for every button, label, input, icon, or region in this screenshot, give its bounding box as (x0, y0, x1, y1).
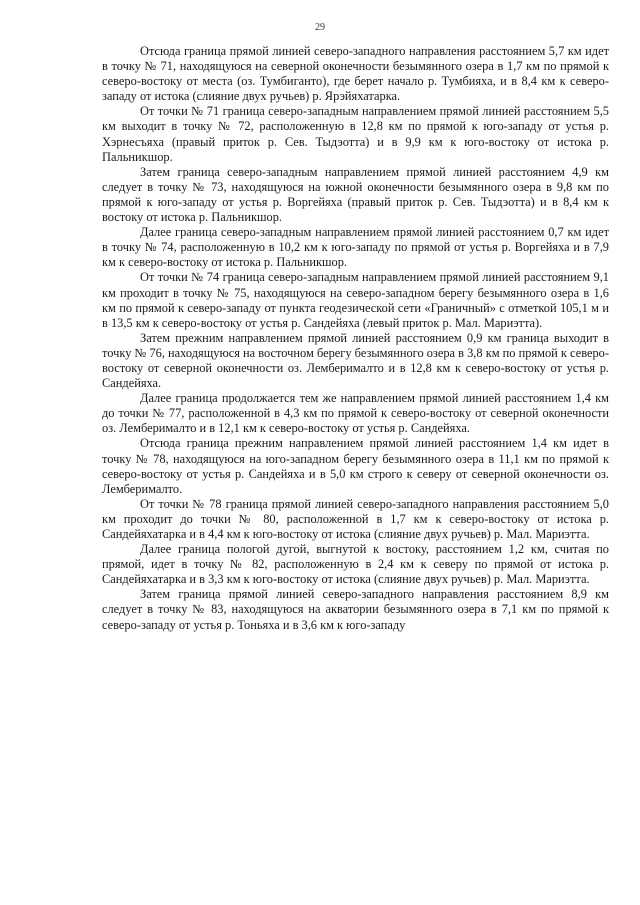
paragraph-point-75: От точки № 74 граница северо-западным направлением прямой линией расстоянием 9,1 км проходит в точку № 75, находящуюся на северо-западном берегу безымянного озера в 1,6 км по прямой к северо-западу от пункта геодезической сети «Граничный» с отметкой 105,1 м и в 13,5 км к северо-востоку от устья р. Сандейяха (левый приток р. Мал. Мариэтта). (102, 270, 609, 330)
page-number: 29 (315, 22, 325, 33)
document-body (102, 44, 609, 633)
paragraph-point-82: Далее граница пологой дугой, выгнутой к востоку, расстоянием 1,2 км, считая по прямой, идет в точку № 82, расположенную в 2,4 км к северу по прямой от истока р. Сандейяхатарка и в 3,3 км к юго-востоку от истока (слияние двух ручьев) р. Мал. Мариэтта. (102, 542, 609, 587)
paragraph-point-71: Отсюда граница прямой линией северо-западного направления расстоянием 5,7 км идет в точку № 71, находящуюся на северной оконечности безымянного озера в 1,7 км по прямой к северо-востоку от места (оз. Тумбиганто), где берет начало р. Тумбияха, и в 8,4 км к северо-западу от истока (слияние двух ручьев) р. Ярэйяхатарка. (102, 44, 609, 104)
paragraph-point-77: Далее граница продолжается тем же направлением прямой линией расстоянием 1,4 км до точки № 77, расположенной в 4,3 км по прямой к северо-востоку от северной оконечности оз. Лемберималто и в 12,1 км к северо-востоку от устья р. Сандейяха. (102, 391, 609, 436)
paragraph-point-73: Затем граница северо-западным направлением прямой линией расстоянием 4,9 км следует в точку № 73, находящуюся на южной оконечности безымянного озера в 9,8 км по прямой к юго-западу от устья р. Воргейяха (правый приток р. Сев. Тыдэотта) и в 8,4 км к востоку от истока р. Пальникшор. (102, 164, 609, 225)
paragraph-point-76: Затем прежним направлением прямой линией расстоянием 0,9 км граница выходит в точку № 76, находящуюся на восточном берегу безымянного озера в 3,8 км по прямой к северо-востоку от северной оконечности оз. Лемберималто и в 12,8 км к северо-востоку от устья р. Сандейяха. (102, 330, 609, 391)
paragraph-point-78: Отсюда граница прежним направлением прямой линией расстоянием 1,4 км идет в точку № 78, находящуюся на юго-западном берегу безымянного озера в 11,1 км по прямой к северо-востоку от устья р. Сандейяха и в 5,0 км строго к северу от северной оконечности оз. Лемберималто. (102, 436, 609, 496)
paragraph-point-74: Далее граница северо-западным направлением прямой линией расстоянием 0,7 км идет в точку № 74, расположенную в 10,2 км к юго-западу по прямой от устья р. Воргейяха и в 7,9 км к северо-востоку от истока р. Пальникшор. (102, 225, 609, 270)
paragraph-point-72: От точки № 71 граница северо-западным направлением прямой линией расстоянием 5,5 км выходит в точку № 72, расположенную в 12,8 км по прямой к юго-западу от устья р. Хэрнесъяха (правый приток р. Сев. Тыдэотта) и в 9,9 км к юго-востоку от истока р. Пальникшор. (102, 104, 609, 164)
paragraph-point-83: Затем граница прямой линией северо-западного направления расстоянием 8,9 км следует в точку № 83, находящуюся на акватории безымянного озера в 7,1 км по прямой к северо-западу от устья р. Тоньяха и в 3,6 км к юго-западу (102, 587, 609, 632)
paragraph-point-80: От точки № 78 граница прямой линией северо-западного направления расстоянием 5,0 км проходит до точки № 80, расположенной в 1,7 км к северо-востоку от истока р. Сандейяхатарка и в 4,4 км к юго-востоку от истока (слияние двух ручьев) р. Мал. Мариэтта. (102, 496, 609, 541)
